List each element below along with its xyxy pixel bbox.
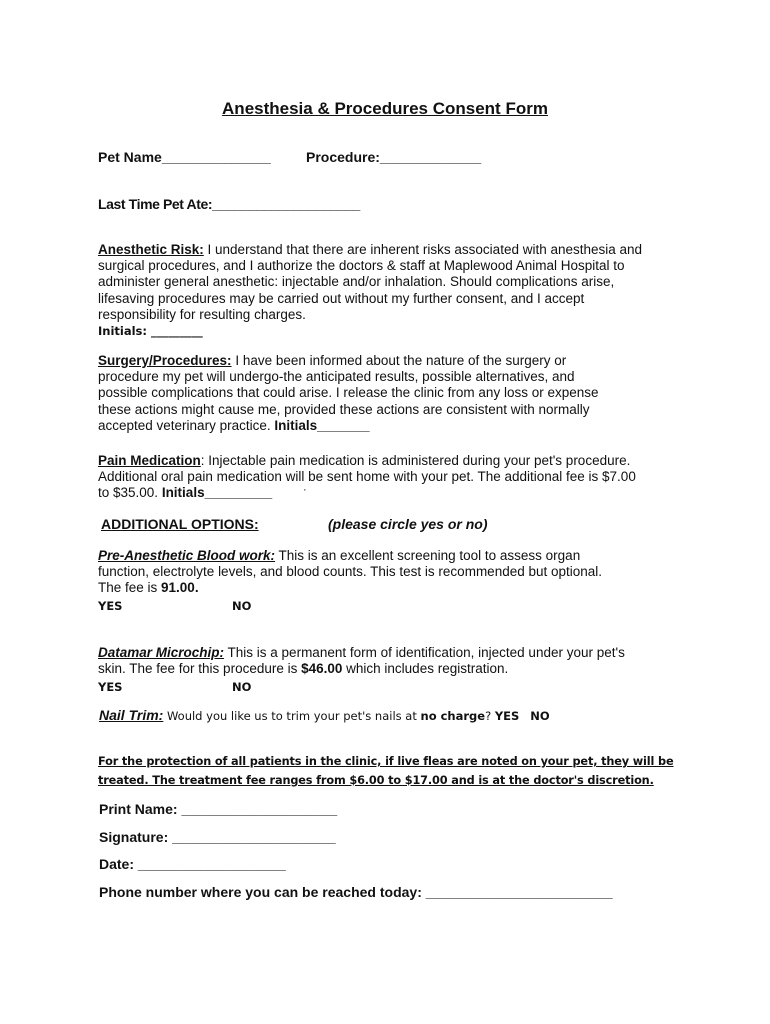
nail-trim-section — [99, 707, 550, 725]
surgery-heading: Surgery/Procedures: — [98, 353, 232, 368]
blood-line-3: The fee is — [98, 580, 162, 596]
blood-fee: 91.00. — [161, 580, 199, 596]
last-ate-tail: __ — [345, 196, 360, 212]
blood-work-section — [98, 548, 688, 597]
surgery-section — [98, 353, 688, 434]
pain-line-2: Additional oral pain medication will be sent home with your pet. The additional fee is $7.00 — [98, 469, 636, 485]
last-ate-field[interactable] — [98, 196, 360, 212]
pain-line-3: to $35.00. — [98, 485, 162, 501]
last-ate-blank[interactable]: __________________ — [212, 196, 346, 212]
nail-yes[interactable]: YES — [494, 709, 520, 723]
pet-name-blank[interactable]: ______________ — [161, 149, 271, 165]
anesthetic-line-4: lifesaving procedures may be carried out without my further consent, and I accept — [98, 290, 585, 306]
pet-name-field[interactable] — [98, 149, 271, 165]
pain-medication-section — [98, 453, 688, 502]
nail-question: ? — [485, 709, 495, 723]
surgery-line-2: procedure my pet will undergo-the anticipated results, possible alternatives, and — [98, 369, 575, 385]
fleas-line-1: For the protection of all patients in the clinic, if live fleas are noted on your pet, they will be — [98, 755, 674, 768]
print-name-field[interactable]: Print Name: ____________________ — [99, 801, 338, 817]
anesthetic-line-1: I understand that there are inherent risks associated with anesthesia and — [203, 242, 643, 257]
procedure-label: Procedure: — [306, 149, 380, 165]
surgery-line-5: accepted veterinary practice. — [98, 417, 275, 433]
microchip-yes[interactable]: YES — [98, 680, 123, 694]
anesthetic-risk-heading: Anesthetic Risk: — [98, 242, 204, 257]
anesthetic-risk-section — [98, 242, 688, 323]
pain-heading: Pain Medication — [98, 453, 201, 468]
surgery-line-4: these actions might cause me, provided these actions are consistent with normally — [98, 401, 590, 417]
circle-note: (please circle yes or no) — [328, 516, 488, 532]
microchip-line-2a: skin. The fee for this procedure is — [98, 661, 302, 677]
microchip-section — [98, 645, 688, 677]
surgery-initials[interactable]: Initials_______ — [274, 417, 370, 433]
pain-initials[interactable]: Initials_________ — [161, 485, 273, 501]
last-ate-label: Last Time Pet Ate: — [98, 196, 213, 212]
anesthetic-line-2: surgical procedures, and I authorize the doctors & staff at Maplewood Animal Hospital to — [98, 258, 625, 274]
pet-name-label: Pet Name — [98, 149, 162, 165]
fleas-line-2: treated. The treatment fee ranges from $6.00 to $17.00 and is at the doctor's discretion. — [98, 774, 654, 787]
nail-text: Would you like us to trim your pet's nails at — [163, 709, 421, 723]
form-title: Anesthesia & Procedures Consent Form — [222, 99, 548, 118]
blood-line-1: This is an excellent screening tool to assess organ — [275, 548, 581, 563]
microchip-line-2b: which includes registration. — [342, 661, 509, 677]
surgery-line-3: possible complications that could arise. I release the clinic from any loss or expense — [98, 385, 599, 401]
phone-field[interactable]: Phone number where you can be reached today: ________________________ — [99, 884, 613, 900]
pain-line-1: : Injectable pain medication is administered during your pet's procedure. — [200, 453, 631, 468]
date-field[interactable]: Date: ___________________ — [99, 856, 286, 872]
nail-free: no charge — [420, 709, 486, 723]
stray-dot: · — [303, 484, 307, 496]
anesthetic-initials[interactable]: Initials: _________ — [98, 324, 203, 338]
anesthetic-line-5: responsibility for resulting charges. — [98, 306, 306, 322]
nail-no[interactable]: NO — [530, 709, 550, 723]
blood-yes[interactable]: YES — [98, 599, 123, 613]
procedure-field[interactable] — [306, 149, 481, 165]
additional-options-heading: ADDITIONAL OPTIONS: — [101, 516, 259, 532]
microchip-no[interactable]: NO — [232, 680, 252, 694]
microchip-heading: Datamar Microchip: — [98, 645, 225, 660]
surgery-line-1: I have been informed about the nature of the surgery or — [231, 353, 567, 368]
signature-field[interactable]: Signature: _____________________ — [99, 829, 336, 845]
blood-line-2: function, electrolyte levels, and blood counts. This test is recommended but optional. — [98, 564, 603, 580]
microchip-line-1: This is a permanent form of identification, injected under your pet's — [224, 645, 625, 660]
anesthetic-line-3: administer general anesthetic: injectable and/or inhalation. Should complications arise, — [98, 274, 615, 290]
procedure-blank[interactable]: _____________ — [379, 149, 482, 165]
blood-heading: Pre-Anesthetic Blood work: — [98, 548, 276, 563]
blood-no[interactable]: NO — [232, 599, 252, 613]
microchip-fee: $46.00 — [301, 661, 343, 677]
nail-heading: Nail Trim: — [99, 707, 164, 723]
